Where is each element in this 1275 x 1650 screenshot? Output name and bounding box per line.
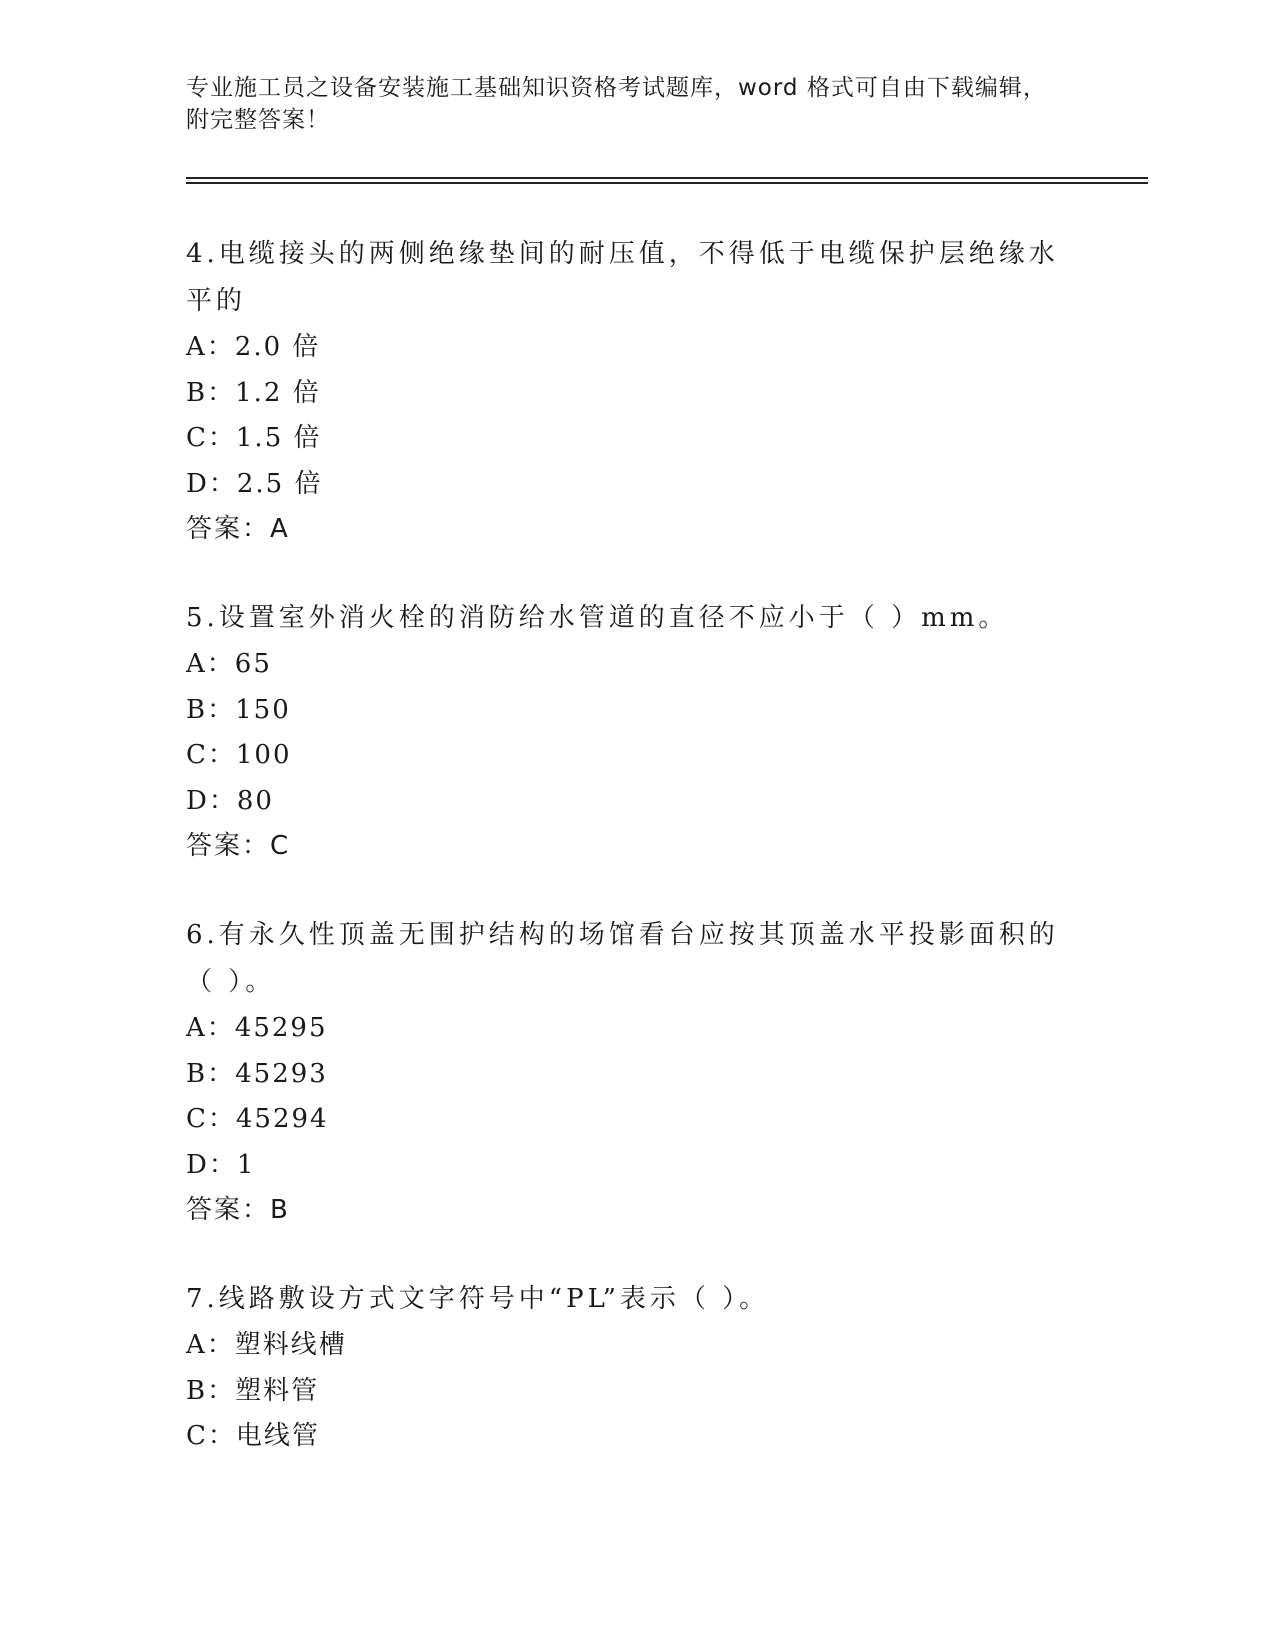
option-b: B：1.2 倍 bbox=[186, 377, 321, 408]
option-d: D：1 bbox=[186, 1149, 256, 1180]
question-6 bbox=[186, 912, 1086, 1234]
option-b: B：45293 bbox=[186, 1058, 328, 1089]
option-a: A：45295 bbox=[186, 1013, 328, 1043]
option-d: D：80 bbox=[186, 785, 274, 816]
option-a: A：2.0 倍 bbox=[186, 332, 321, 362]
question-stem: 4.电缆接头的两侧绝缘垫间的耐压值，不得低于电缆保护层绝缘水平的 bbox=[186, 239, 1059, 316]
option-c: C：45294 bbox=[186, 1104, 329, 1134]
header-divider-bottom bbox=[186, 182, 1148, 184]
answer: 答案：B bbox=[186, 1195, 290, 1225]
intro-line-1: 专业施工员之设备安装施工基础知识资格考试题库，word 格式可自由下载编辑， bbox=[186, 75, 1047, 101]
answer: 答案：C bbox=[186, 831, 291, 861]
header-divider-top bbox=[186, 177, 1148, 179]
question-7 bbox=[186, 1276, 1086, 1460]
question-stem: 7.线路敷设方式文字符号中“PL”表示（ ）。 bbox=[186, 1284, 770, 1314]
intro-line-2: 附完整答案！ bbox=[186, 107, 330, 133]
option-c: C：电线管 bbox=[186, 1421, 320, 1451]
question-stem: 5.设置室外消火栓的消防给水管道的直径不应小于（ ）mm。 bbox=[186, 603, 1009, 633]
option-d: D：2.5 倍 bbox=[186, 468, 323, 499]
document-intro bbox=[186, 72, 1086, 136]
option-b: B：150 bbox=[186, 694, 291, 725]
answer: 答案：A bbox=[186, 514, 290, 544]
option-c: C：1.5 倍 bbox=[186, 423, 322, 453]
option-a: A：塑料线槽 bbox=[186, 1330, 347, 1360]
option-c: C：100 bbox=[186, 740, 292, 770]
question-stem: 6.有永久性顶盖无围护结构的场馆看台应按其顶盖水平投影面积的（ ）。 bbox=[186, 920, 1059, 997]
question-5 bbox=[186, 595, 1086, 870]
option-a: A：65 bbox=[186, 649, 272, 679]
question-4 bbox=[186, 231, 1086, 553]
document-page bbox=[186, 0, 1146, 1650]
option-b: B：塑料管 bbox=[186, 1375, 320, 1406]
